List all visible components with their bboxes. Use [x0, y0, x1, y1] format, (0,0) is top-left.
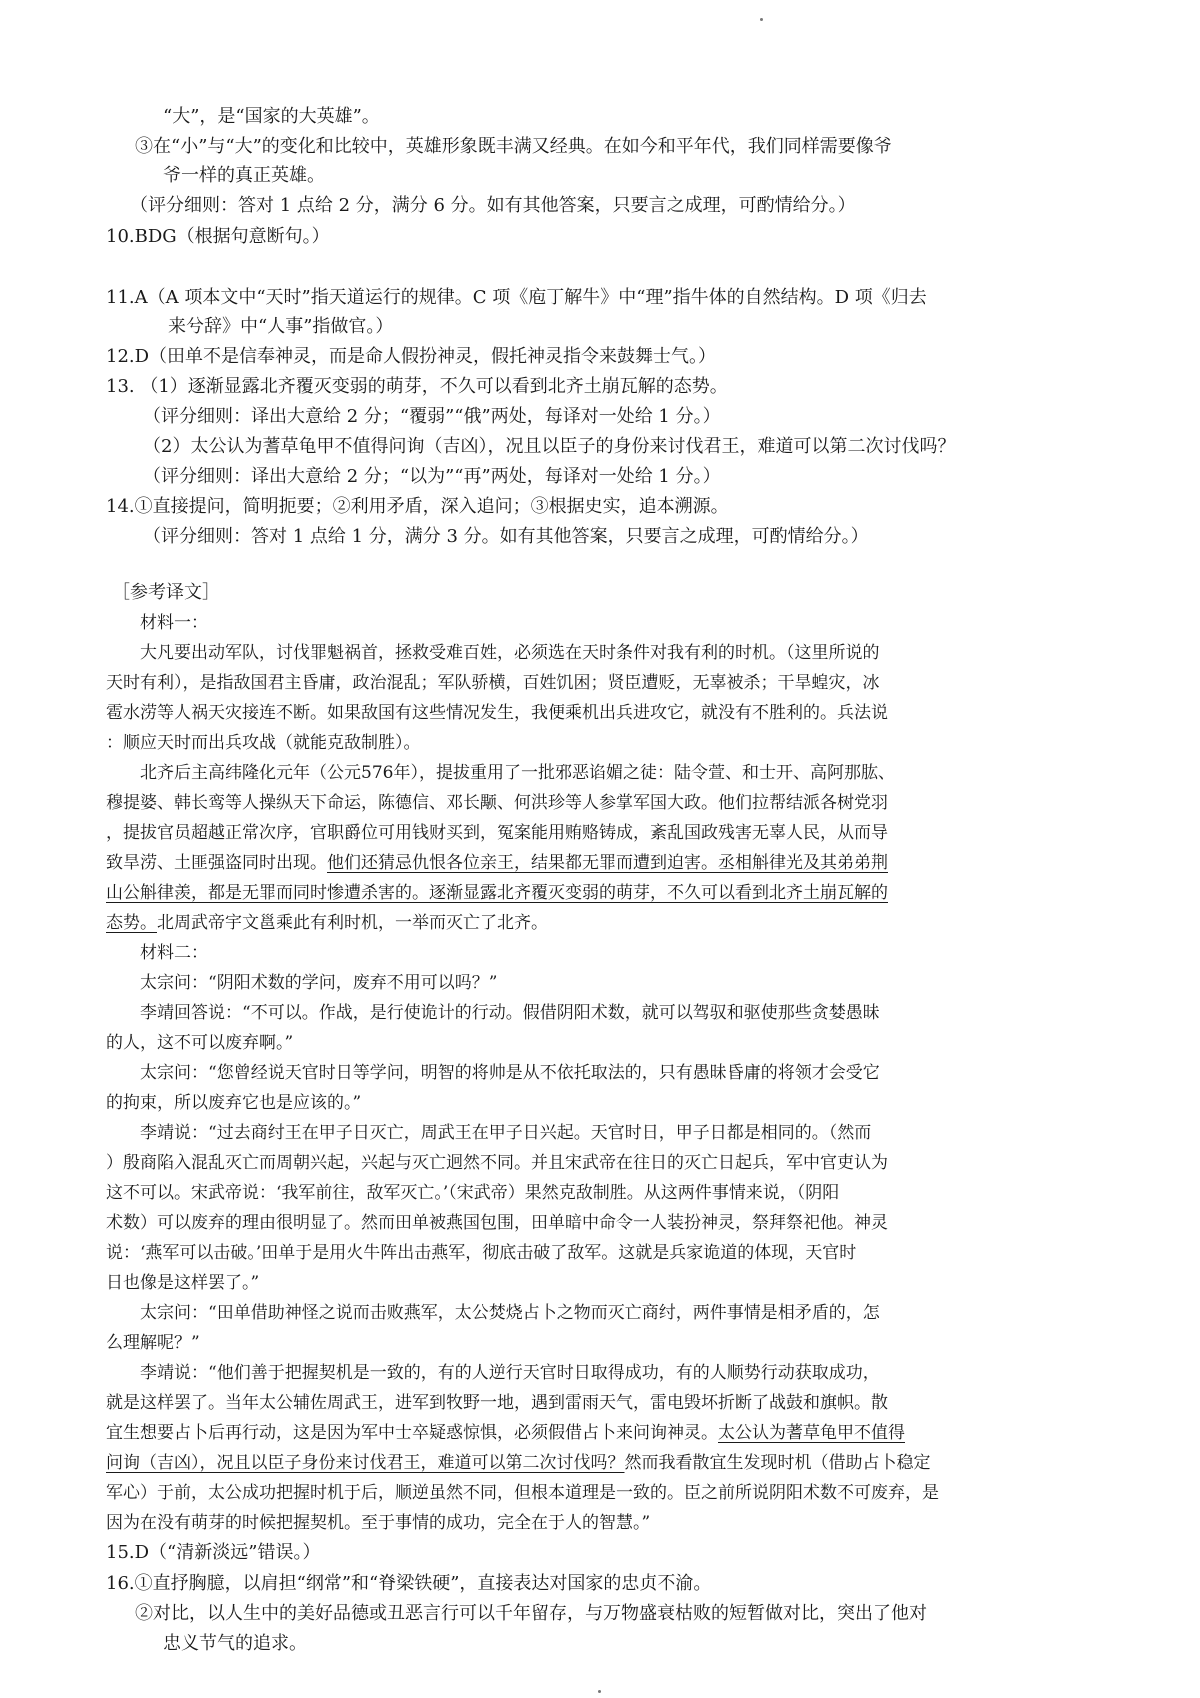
line-text: （评分细则：答对 1 点给 1 分，满分 3 分。如有其他答案，只要言之成理，可酌情给分。） — [143, 526, 869, 547]
text-line — [106, 1390, 888, 1416]
line-text: 材料二： — [140, 943, 208, 963]
text-line — [106, 224, 330, 250]
line-text: 14.①直接提问，简明扼要；②利用矛盾，深入追问；③根据史实，追本溯源。 — [106, 496, 729, 517]
text-line — [140, 760, 895, 786]
text-line — [106, 1330, 200, 1356]
text-line — [140, 970, 497, 996]
line-text: “大”，是“国家的大英雄”。 — [163, 106, 380, 127]
line-text: 李靖说：“过去商纣王在甲子日灭亡，周武王在甲子日兴起。天官时日，甲子日都是相同的。（然而 — [140, 1123, 872, 1143]
text-line — [106, 1450, 931, 1476]
text-line — [106, 730, 421, 756]
line-text: 的人，这不可以废弃啊。” — [106, 1033, 294, 1053]
line-text: ）殷商陷入混乱灭亡而周朝兴起，兴起与灭亡迥然不同。并且宋武帝在往日的灭亡日起兵，军中官吏认为 — [106, 1153, 888, 1173]
line-text: 大凡要出动军队，讨伐罪魁祸首，拯救受难百姓，必须选在天时条件对我有利的时机。（这里所说的 — [140, 643, 880, 663]
text-line — [106, 1180, 839, 1206]
scan-speck — [598, 1690, 601, 1693]
line-text: ②对比，以人生中的美好品德或丑恶言行可以千年留存，与万物盛衰枯败的短暂做对比，突出了他对 — [135, 1603, 927, 1624]
text-line — [106, 1240, 856, 1266]
text-line — [143, 434, 955, 460]
text-line — [106, 910, 548, 936]
text-line — [140, 1120, 871, 1146]
line-text: 么理解呢？” — [106, 1333, 200, 1353]
text-line — [106, 1480, 939, 1506]
line-text: ，提拔官员超越正常次序，官职爵位可用钱财买到，冤案能用贿赂铸成，紊乱国政残害无辜人民，从而导 — [106, 823, 888, 843]
line-text-tail: 北周武帝宇文邕乘此有利时机，一举而灭亡了北齐。 — [157, 913, 548, 933]
underlined-text: 他们还猜忌仇恨各位亲王，结果都无罪而遭到迫害。丞相斛律光及其弟弟荆 — [327, 853, 888, 873]
line-text: （2）太公认为蓍草龟甲不值得问询（吉凶），况且以臣子的身份来讨伐君王，难道可以第二次讨伐吗？ — [143, 436, 956, 457]
text-line — [106, 374, 728, 400]
text-line — [106, 1270, 259, 1296]
line-text: 李靖说：“他们善于把握契机是一致的，有的人逆行天官时日取得成功，有的人顺势行动获取成功， — [140, 1363, 880, 1383]
text-line — [143, 464, 721, 490]
text-line — [168, 314, 393, 340]
line-text: 致旱涝、土匪强盗同时出现。 — [106, 853, 327, 873]
line-text: 的拘束，所以废弃它也是应该的。” — [106, 1093, 362, 1113]
line-text: （评分细则：答对 1 点给 2 分，满分 6 分。如有其他答案，只要言之成理，可酌情给分。） — [130, 195, 856, 216]
text-line — [140, 640, 880, 666]
text-line — [106, 700, 888, 726]
text-line — [163, 104, 380, 130]
text-line — [106, 1090, 361, 1116]
line-text: 雹水涝等人祸天灾接连不断。如果敌国有这些情况发生，我便乘机出兵进攻它，就没有不胜利的。兵法说 — [106, 703, 888, 723]
text-line — [140, 1300, 880, 1326]
text-line — [140, 1060, 880, 1086]
text-line — [143, 404, 721, 430]
line-text: 太宗问：“阴阳术数的学问，废弃不用可以吗？” — [140, 973, 498, 993]
line-text: 军心）于前，太公成功把握时机于后，顺逆虽然不同，但根本道理是一致的。臣之前所说阴阳术数不可废弃，是 — [106, 1483, 939, 1503]
line-text: 术数）可以废弃的理由很明显了。然而田单被燕国包围，田单暗中命令一人装扮神灵，祭拜祭祀他。神灵 — [106, 1213, 888, 1233]
text-line — [140, 1360, 880, 1386]
line-text: 北齐后主高纬隆化元年（公元576年），提拔重用了一批邪恶谄媚之徒：陆令萱、和士开、高阿那肱、 — [140, 763, 895, 783]
line-text: 15.D（“清新淡远”错误。） — [106, 1542, 321, 1563]
text-line — [106, 1540, 320, 1566]
line-text: 材料一： — [140, 613, 208, 633]
line-text: ③在“小”与“大”的变化和比较中，英雄形象既丰满又经典。在如今和平年代，我们同样需要像爷 — [135, 136, 892, 157]
text-line — [163, 1631, 307, 1657]
text-line — [143, 524, 869, 550]
text-line — [106, 1420, 905, 1446]
text-line — [106, 494, 729, 520]
text-line — [106, 670, 880, 696]
line-text: 来兮辞》中“人事”指做官。） — [168, 316, 394, 337]
line-text: 说：‘燕军可以击破。’田单于是用火牛阵出击燕军，彻底击破了敌军。这就是兵家诡道的体现，天官时 — [106, 1243, 857, 1263]
line-text: 忠义节气的追求。 — [163, 1633, 307, 1654]
text-line — [106, 1571, 711, 1597]
text-line — [135, 134, 892, 160]
line-text: 日也像是这样罢了。” — [106, 1273, 260, 1293]
line-text: 问询（吉凶），况且以臣子身份来讨伐君王，难道可以第二次讨伐吗？ — [106, 1453, 625, 1473]
line-text: 太宗问：“田单借助神怪之说而击败燕军，太公焚烧占卜之物而灭亡商纣，两件事情是相矛盾的，怎 — [140, 1303, 880, 1323]
text-line — [140, 940, 208, 966]
text-line — [135, 1601, 927, 1627]
line-text: 太宗问：“您曾经说天官时日等学问，明智的将帅是从不依托取法的，只有愚昧昏庸的将领才会受它 — [140, 1063, 880, 1083]
line-text: 态势。 — [106, 913, 157, 933]
scan-speck — [760, 18, 763, 21]
line-text: 因为在没有萌芽的时候把握契机。至于事情的成功，完全在于人的智慧。” — [106, 1513, 651, 1533]
line-text: 天时有利），是指敌国君主昏庸，政治混乱；军队骄横，百姓饥困；贤臣遭贬，无辜被杀；干旱蝗灾，冰 — [106, 673, 880, 693]
text-line — [106, 1150, 888, 1176]
underlined-text: 太公认为蓍草龟甲不值得 — [718, 1423, 905, 1443]
line-text: 13. （1）逐渐显露北齐覆灭变弱的萌芽，不久可以看到北齐土崩瓦解的态势。 — [106, 376, 728, 397]
line-text: （评分细则：译出大意给 2 分；“以为”“再”两处，每译对一处给 1 分。） — [143, 466, 721, 487]
text-line — [106, 820, 888, 846]
line-text: ［参考译文］ — [112, 582, 220, 603]
text-line — [106, 1030, 293, 1056]
line-text: 10.BDG（根据句意断句。） — [106, 226, 330, 247]
text-line — [106, 285, 927, 311]
text-line — [140, 1000, 880, 1026]
text-line — [140, 610, 208, 636]
line-text-tail: 然而我看散宜生发现时机（借助占卜稳定 — [624, 1453, 931, 1473]
line-text: 山公斛律羡，都是无罪而同时惨遭杀害的。逐渐显露北齐覆灭变弱的萌芽，不久可以看到北齐土崩瓦解的 — [106, 883, 888, 903]
text-line — [106, 880, 888, 906]
text-line — [106, 790, 888, 816]
line-text: 宜生想要占卜后再行动，这是因为军中士卒疑惑惊惧，必须假借占卜来问询神灵。 — [106, 1423, 718, 1443]
text-line — [106, 850, 888, 876]
line-text: 这不可以。宋武帝说：‘我军前往，敌军灭亡。’（宋武帝）果然克敌制胜。从这两件事情来说，（阴阳 — [106, 1183, 840, 1203]
text-line — [112, 580, 220, 606]
text-line — [130, 193, 856, 219]
line-text: 11.A（A 项本文中“天时”指天道运行的规律。C 项《庖丁解牛》中“理”指牛体的自然结构。D 项《归去 — [106, 287, 927, 308]
line-text: ：顺应天时而出兵攻战（就能克敌制胜）。 — [106, 733, 421, 753]
text-line — [106, 1510, 650, 1536]
line-text: 爷一样的真正英雄。 — [163, 165, 325, 186]
line-text: 穆提婆、韩长鸾等人操纵天下命运，陈德信、邓长颙、何洪珍等人参掌军国大政。他们拉帮结派各树党羽 — [106, 793, 888, 813]
text-line — [106, 344, 716, 370]
line-text: 李靖回答说：“不可以。作战，是行使诡计的行动。假借阴阳术数，就可以驾驭和驱使那些贪婪愚昧 — [140, 1003, 880, 1023]
line-text: 12.D（田单不是信奉神灵，而是命人假扮神灵，假托神灵指令来鼓舞士气。） — [106, 346, 717, 367]
line-text: （评分细则：译出大意给 2 分；“覆弱”“俄”两处，每译对一处给 1 分。） — [143, 406, 721, 427]
line-text: 16.①直抒胸臆，以肩担“纲常”和“脊梁铁硬”，直接表达对国家的忠贞不渝。 — [106, 1573, 712, 1594]
line-text: 就是这样罢了。当年太公辅佐周武王，进军到牧野一地，遇到雷雨天气，雷电毁坏折断了战鼓和旗帜。散 — [106, 1393, 888, 1413]
text-line — [106, 1210, 888, 1236]
text-line — [163, 163, 325, 189]
